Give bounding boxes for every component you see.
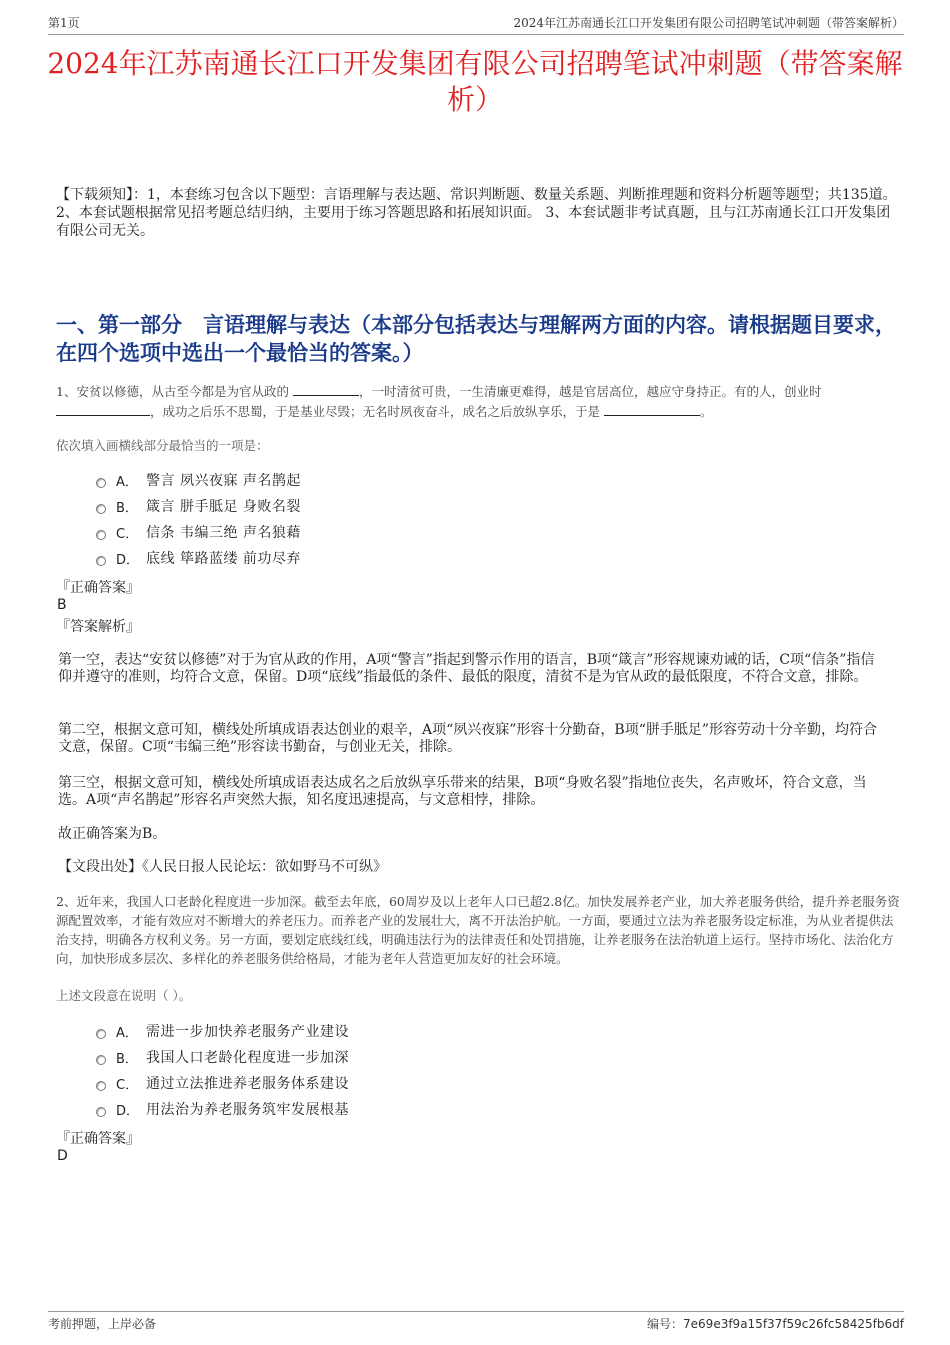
correct-answer: B — [57, 597, 67, 613]
question-1-instruction: 依次填入画横线部分最恰当的一项是： — [56, 438, 269, 453]
option-text: 通过立法推进养老服务体系建设 — [146, 1076, 349, 1092]
analysis-paragraph: 第二空，根据文意可知，横线处所填成语表达创业的艰辛，A项“夙兴夜寐”形容十分勤奋，B项“胼手胝足”形容劳动十分辛勤，均符合文意，保留。C项“韦编三绝”形容读书勤奋，与创业无关，排除。 — [58, 722, 878, 755]
option-text: 需进一步加快养老服务产业建设 — [146, 1024, 349, 1040]
option-letter: C． — [116, 526, 139, 542]
option-b[interactable] — [96, 493, 301, 519]
option-text: 我国人口老龄化程度进一步加深 — [146, 1050, 349, 1066]
radio-icon[interactable] — [96, 530, 106, 540]
option-text: 底线 筚路蓝缕 前功尽弃 — [146, 551, 301, 567]
option-d[interactable] — [96, 1096, 349, 1122]
correct-answer: D — [57, 1148, 68, 1164]
section-title: 一、第一部分 言语理解与表达（本部分包括表达与理解两方面的内容。请根据题目要求，在四个选项中选出一个最恰当的答案。） — [56, 312, 896, 365]
radio-icon[interactable] — [96, 1029, 106, 1039]
radio-icon[interactable] — [96, 1081, 106, 1091]
option-text: 警言 夙兴夜寐 声名鹊起 — [146, 473, 301, 489]
radio-icon[interactable] — [96, 1107, 106, 1117]
document-title: 2024年江苏南通长江口开发集团有限公司招聘笔试冲刺题（带答案解析） — [47, 47, 903, 116]
option-letter: B． — [116, 500, 138, 516]
option-letter: A． — [116, 474, 138, 490]
q1-stem-part: 1、安贫以修德，从古至今都是为官从政的 — [56, 384, 289, 399]
answer-label: 『正确答案』 — [56, 1131, 140, 1147]
q1-stem-part: ，一时清贫可贵，一生清廉更难得，越是官居高位，越应守身持正。有的人，创业时 — [358, 384, 822, 399]
option-c[interactable] — [96, 1070, 349, 1096]
option-letter: B． — [116, 1051, 138, 1067]
fill-blank — [604, 402, 700, 416]
header-doc-title: 2024年江苏南通长江口开发集团有限公司招聘笔试冲刺题（带答案解析） — [513, 16, 904, 30]
analysis-label: 『答案解析』 — [56, 619, 140, 635]
option-letter: D． — [116, 1103, 140, 1119]
option-a[interactable] — [96, 1018, 349, 1044]
q1-stem-part: 。 — [700, 404, 713, 419]
page-header — [48, 14, 904, 35]
option-a[interactable] — [96, 467, 301, 493]
question-1-stem — [56, 382, 904, 422]
radio-icon[interactable] — [96, 556, 106, 566]
radio-icon[interactable] — [96, 504, 106, 514]
radio-icon[interactable] — [96, 478, 106, 488]
analysis-paragraph: 第一空，表达“安贫以修德”对于为官从政的作用，A项“警言”指起到警示作用的语言，B项“箴言”形容规谏劝诫的话，C项“信条”指信仰并遵守的准则，均符合文意，保留。D项“底线”指最低的条件、最低的限度，清贫不是为官从政的最低限度，不符合文意，排除。 — [58, 652, 875, 685]
option-text: 用法治为养老服务筑牢发展根基 — [146, 1102, 349, 1118]
download-notice: 【下载须知】：1，本套练习包含以下题型：言语理解与表达题、常识判断题、数量关系题、判断推理题和资料分析题等题型；共135道。 2、本套试题根据常见招考题总结归纳，主要用于练习答题思路和拓展知识面。 3、本套试题非考试真题，且与江苏南通长江口开发集团有限公司无关。 — [56, 187, 897, 239]
question-1-options — [96, 467, 301, 571]
code-label: 编号： — [647, 1317, 684, 1331]
option-text: 箴言 胼手胝足 身败名裂 — [146, 499, 301, 515]
option-letter: D． — [116, 552, 140, 568]
option-letter: C． — [116, 1077, 139, 1093]
question-2-instruction: 上述文段意在说明（ ）。 — [56, 988, 192, 1003]
passage-source: 【文段出处】《人民日报人民论坛：欲如野马不可纵》 — [58, 859, 387, 875]
option-b[interactable] — [96, 1044, 349, 1070]
footer-slogan: 考前押题，上岸必备 — [48, 1317, 157, 1331]
question-2-stem: 2、近年来，我国人口老龄化程度进一步加深。截至去年底，60周岁及以上老年人口已超2.8亿。加快发展养老产业，加大养老服务供给，提升养老服务资源配置效率，才能有效应对不断增大的养老压力。而养老产业的发展壮大，离不开法治护航。一方面，要通过立法为养老服务设定标准，为从业者提供法治支持，明确各方权利义务。另一方面，要划定底线红线，明确违法行为的法律责任和处罚措施，让养老服务在法治轨道上运行。坚持市场化、法治化方向，加快形成多层次、多样化的养老服务供给格局，才能为老年人营造更加友好的社会环境。 — [56, 894, 900, 966]
page-footer — [48, 1311, 904, 1336]
page-number: 第1页 — [48, 16, 80, 30]
fill-blank — [56, 402, 150, 416]
option-d[interactable] — [96, 545, 301, 571]
document-code — [647, 1314, 904, 1334]
option-text: 信条 韦编三绝 声名狼藉 — [146, 525, 301, 541]
fill-blank — [293, 382, 359, 396]
code-value: 7e69e3f9a15f37f59c26fc58425fb6df — [683, 1317, 904, 1331]
radio-icon[interactable] — [96, 1055, 106, 1065]
q1-stem-part: ，成功之后乐不思蜀，于是基业尽毁；无名时夙夜奋斗，成名之后放纵享乐，于是 — [150, 404, 601, 419]
question-2-options — [96, 1018, 349, 1122]
option-letter: A． — [116, 1025, 138, 1041]
answer-label: 『正确答案』 — [56, 580, 140, 596]
analysis-conclusion: 故正确答案为B。 — [58, 826, 167, 842]
analysis-paragraph: 第三空，根据文意可知，横线处所填成语表达成名之后放纵享乐带来的结果，B项“身败名裂”指地位丧失，名声败坏，符合文意，当选。A项“声名鹊起”形容名声突然大振，知名度迅速提高，与文意相悖，排除。 — [58, 775, 867, 808]
option-c[interactable] — [96, 519, 301, 545]
